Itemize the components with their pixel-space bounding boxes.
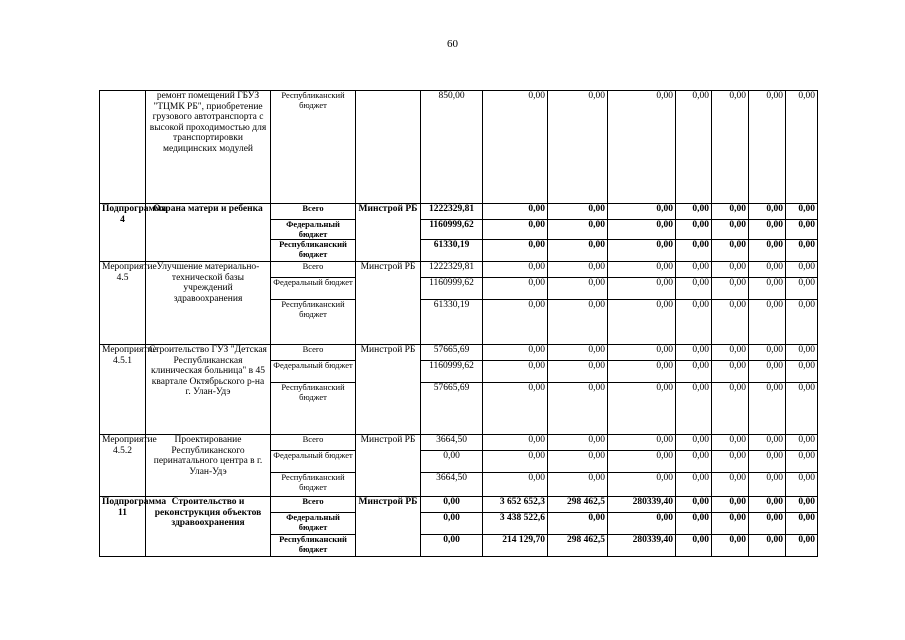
amount-cell: 0,00 (676, 220, 712, 240)
amount-cell: 0,00 (676, 91, 712, 204)
total-amount-cell: 1222329,81 (421, 262, 483, 278)
funding-source-cell: Всего (271, 435, 356, 451)
amount-cell: 0,00 (676, 278, 712, 300)
funding-source-cell: Всего (271, 262, 356, 278)
amount-cell: 0,00 (712, 204, 749, 220)
amount-cell: 0,00 (712, 300, 749, 345)
amount-cell: 0,00 (676, 383, 712, 435)
amount-cell: 0,00 (712, 435, 749, 451)
amount-cell: 0,00 (786, 345, 818, 361)
amount-cell: 0,00 (483, 300, 548, 345)
amount-cell: 0,00 (676, 240, 712, 262)
total-amount-cell: 1160999,62 (421, 278, 483, 300)
amount-cell: 0,00 (786, 451, 818, 473)
amount-cell: 0,00 (483, 220, 548, 240)
responsible-cell: Минстрой РБ (356, 345, 421, 435)
amount-cell: 0,00 (608, 513, 676, 535)
total-amount-cell: 57665,69 (421, 345, 483, 361)
amount-cell: 0,00 (786, 300, 818, 345)
amount-cell: 0,00 (749, 513, 786, 535)
amount-cell: 3 652 652,3 (483, 497, 548, 513)
total-amount-cell: 0,00 (421, 451, 483, 473)
funding-source-cell: Республиканский бюджет (271, 240, 356, 262)
amount-cell: 0,00 (608, 262, 676, 278)
funding-source-cell: Всего (271, 497, 356, 513)
amount-cell: 0,00 (712, 262, 749, 278)
amount-cell: 0,00 (608, 91, 676, 204)
amount-cell: 0,00 (548, 240, 608, 262)
funding-source-cell: Республиканский бюджет (271, 300, 356, 345)
amount-cell: 0,00 (749, 278, 786, 300)
amount-cell: 0,00 (548, 345, 608, 361)
amount-cell: 0,00 (749, 300, 786, 345)
total-amount-cell: 0,00 (421, 497, 483, 513)
amount-cell: 0,00 (548, 383, 608, 435)
table-row (100, 497, 818, 513)
amount-cell: 0,00 (676, 435, 712, 451)
amount-cell: 0,00 (749, 451, 786, 473)
amount-cell: 0,00 (786, 91, 818, 204)
amount-cell: 0,00 (548, 278, 608, 300)
amount-cell: 0,00 (608, 383, 676, 435)
amount-cell: 0,00 (749, 262, 786, 278)
amount-cell: 214 129,70 (483, 535, 548, 557)
amount-cell: 0,00 (676, 451, 712, 473)
amount-cell: 280339,40 (608, 535, 676, 557)
total-amount-cell: 1160999,62 (421, 220, 483, 240)
amount-cell: 0,00 (786, 262, 818, 278)
page-number: 60 (447, 38, 458, 50)
total-amount-cell: 850,00 (421, 91, 483, 204)
funding-source-cell: Республиканский бюджет (271, 535, 356, 557)
amount-cell: 0,00 (483, 361, 548, 383)
amount-cell: 0,00 (786, 473, 818, 497)
amount-cell: 0,00 (786, 383, 818, 435)
table-row (100, 91, 818, 204)
amount-cell: 298 462,5 (548, 535, 608, 557)
responsible-cell (356, 91, 421, 204)
total-amount-cell: 61330,19 (421, 300, 483, 345)
amount-cell: 0,00 (786, 361, 818, 383)
program-name-cell: Строительство и реконструкция объектов здравоохранения (146, 497, 271, 557)
amount-cell: 0,00 (786, 435, 818, 451)
program-name-cell: Строительство ГУЗ "Детская Республиканская клиническая больница" в 45 квартале Октябрьского р-на г. Улан-Удэ (146, 345, 271, 435)
amount-cell: 0,00 (749, 473, 786, 497)
funding-source-cell: Республиканский бюджет (271, 383, 356, 435)
responsible-cell: Минстрой РБ (356, 497, 421, 557)
program-code-cell: Подпрограмма 11 (100, 497, 146, 557)
funding-source-cell: Республиканский бюджет (271, 473, 356, 497)
amount-cell: 0,00 (749, 345, 786, 361)
amount-cell: 0,00 (676, 535, 712, 557)
amount-cell: 0,00 (483, 345, 548, 361)
total-amount-cell: 0,00 (421, 513, 483, 535)
amount-cell: 0,00 (608, 278, 676, 300)
amount-cell: 0,00 (712, 451, 749, 473)
total-amount-cell: 61330,19 (421, 240, 483, 262)
budget-table (99, 90, 818, 557)
amount-cell: 0,00 (483, 204, 548, 220)
total-amount-cell: 1222329,81 (421, 204, 483, 220)
program-name-cell: Проектирование Республиканского перинатального центра в г. Улан-Удэ (146, 435, 271, 497)
amount-cell: 0,00 (676, 497, 712, 513)
amount-cell: 0,00 (548, 435, 608, 451)
total-amount-cell: 1160999,62 (421, 361, 483, 383)
amount-cell: 0,00 (749, 535, 786, 557)
program-code-cell: Мероприятие 4.5 (100, 262, 146, 345)
amount-cell: 0,00 (749, 204, 786, 220)
amount-cell: 0,00 (608, 473, 676, 497)
amount-cell: 0,00 (712, 473, 749, 497)
amount-cell: 0,00 (548, 262, 608, 278)
funding-source-cell: Всего (271, 204, 356, 220)
amount-cell: 0,00 (749, 240, 786, 262)
amount-cell: 0,00 (749, 383, 786, 435)
amount-cell: 0,00 (608, 361, 676, 383)
amount-cell: 0,00 (749, 497, 786, 513)
program-name-cell: ремонт помещений ГБУЗ "ТЦМК РБ", приобретение грузового автотранспорта с высокой проходимостью для транспортировки медицинских модулей (146, 91, 271, 204)
amount-cell: 0,00 (548, 361, 608, 383)
table-row (100, 262, 818, 278)
amount-cell: 0,00 (712, 240, 749, 262)
total-amount-cell: 57665,69 (421, 383, 483, 435)
program-name-cell: Охрана матери и ребенка (146, 204, 271, 262)
amount-cell: 0,00 (548, 513, 608, 535)
amount-cell: 0,00 (712, 383, 749, 435)
funding-source-cell: Федеральный бюджет (271, 278, 356, 300)
amount-cell: 0,00 (483, 383, 548, 435)
amount-cell: 0,00 (676, 513, 712, 535)
amount-cell: 0,00 (676, 204, 712, 220)
amount-cell: 0,00 (676, 300, 712, 345)
funding-source-cell: Федеральный бюджет (271, 513, 356, 535)
amount-cell: 0,00 (786, 220, 818, 240)
amount-cell: 0,00 (608, 300, 676, 345)
amount-cell: 0,00 (712, 361, 749, 383)
amount-cell: 0,00 (483, 473, 548, 497)
amount-cell: 0,00 (483, 435, 548, 451)
amount-cell: 0,00 (749, 361, 786, 383)
amount-cell: 0,00 (548, 91, 608, 204)
amount-cell: 0,00 (483, 240, 548, 262)
total-amount-cell: 3664,50 (421, 435, 483, 451)
program-code-cell: Подпрограмма 4 (100, 204, 146, 262)
amount-cell: 0,00 (608, 220, 676, 240)
amount-cell: 0,00 (676, 262, 712, 278)
amount-cell: 0,00 (483, 451, 548, 473)
amount-cell: 0,00 (786, 278, 818, 300)
program-name-cell: Улучшение материально-технической базы учреждений здравоохранения (146, 262, 271, 345)
amount-cell: 0,00 (712, 220, 749, 240)
table-row (100, 204, 818, 220)
funding-source-cell: Федеральный бюджет (271, 451, 356, 473)
amount-cell: 0,00 (548, 451, 608, 473)
program-code-cell (100, 91, 146, 204)
amount-cell: 0,00 (548, 473, 608, 497)
amount-cell: 0,00 (749, 91, 786, 204)
amount-cell: 0,00 (548, 300, 608, 345)
table-row (100, 435, 818, 451)
amount-cell: 0,00 (786, 513, 818, 535)
amount-cell: 0,00 (483, 262, 548, 278)
amount-cell: 0,00 (676, 345, 712, 361)
funding-source-cell: Всего (271, 345, 356, 361)
amount-cell: 280339,40 (608, 497, 676, 513)
amount-cell: 0,00 (786, 497, 818, 513)
amount-cell: 0,00 (548, 204, 608, 220)
amount-cell: 0,00 (608, 345, 676, 361)
program-code-cell: Мероприятие 4.5.1 (100, 345, 146, 435)
amount-cell: 0,00 (712, 497, 749, 513)
amount-cell: 0,00 (712, 345, 749, 361)
funding-source-cell: Федеральный бюджет (271, 361, 356, 383)
table-row (100, 345, 818, 361)
amount-cell: 0,00 (676, 361, 712, 383)
total-amount-cell: 0,00 (421, 535, 483, 557)
responsible-cell: Минстрой РБ (356, 435, 421, 497)
amount-cell: 0,00 (786, 204, 818, 220)
amount-cell: 0,00 (786, 535, 818, 557)
amount-cell: 0,00 (712, 535, 749, 557)
responsible-cell: Минстрой РБ (356, 262, 421, 345)
amount-cell: 0,00 (548, 220, 608, 240)
amount-cell: 0,00 (749, 435, 786, 451)
amount-cell: 0,00 (608, 240, 676, 262)
amount-cell: 0,00 (749, 220, 786, 240)
amount-cell: 0,00 (786, 240, 818, 262)
amount-cell: 0,00 (712, 91, 749, 204)
total-amount-cell: 3664,50 (421, 473, 483, 497)
funding-source-cell: Федеральный бюджет (271, 220, 356, 240)
amount-cell: 0,00 (676, 473, 712, 497)
amount-cell: 0,00 (608, 451, 676, 473)
program-code-cell: Мероприятие 4.5.2 (100, 435, 146, 497)
amount-cell: 0,00 (483, 91, 548, 204)
amount-cell: 0,00 (608, 435, 676, 451)
amount-cell: 0,00 (712, 278, 749, 300)
responsible-cell: Минстрой РБ (356, 204, 421, 262)
amount-cell: 0,00 (608, 204, 676, 220)
funding-source-cell: Республиканский бюджет (271, 91, 356, 204)
amount-cell: 3 438 522,6 (483, 513, 548, 535)
amount-cell: 298 462,5 (548, 497, 608, 513)
amount-cell: 0,00 (483, 278, 548, 300)
amount-cell: 0,00 (712, 513, 749, 535)
